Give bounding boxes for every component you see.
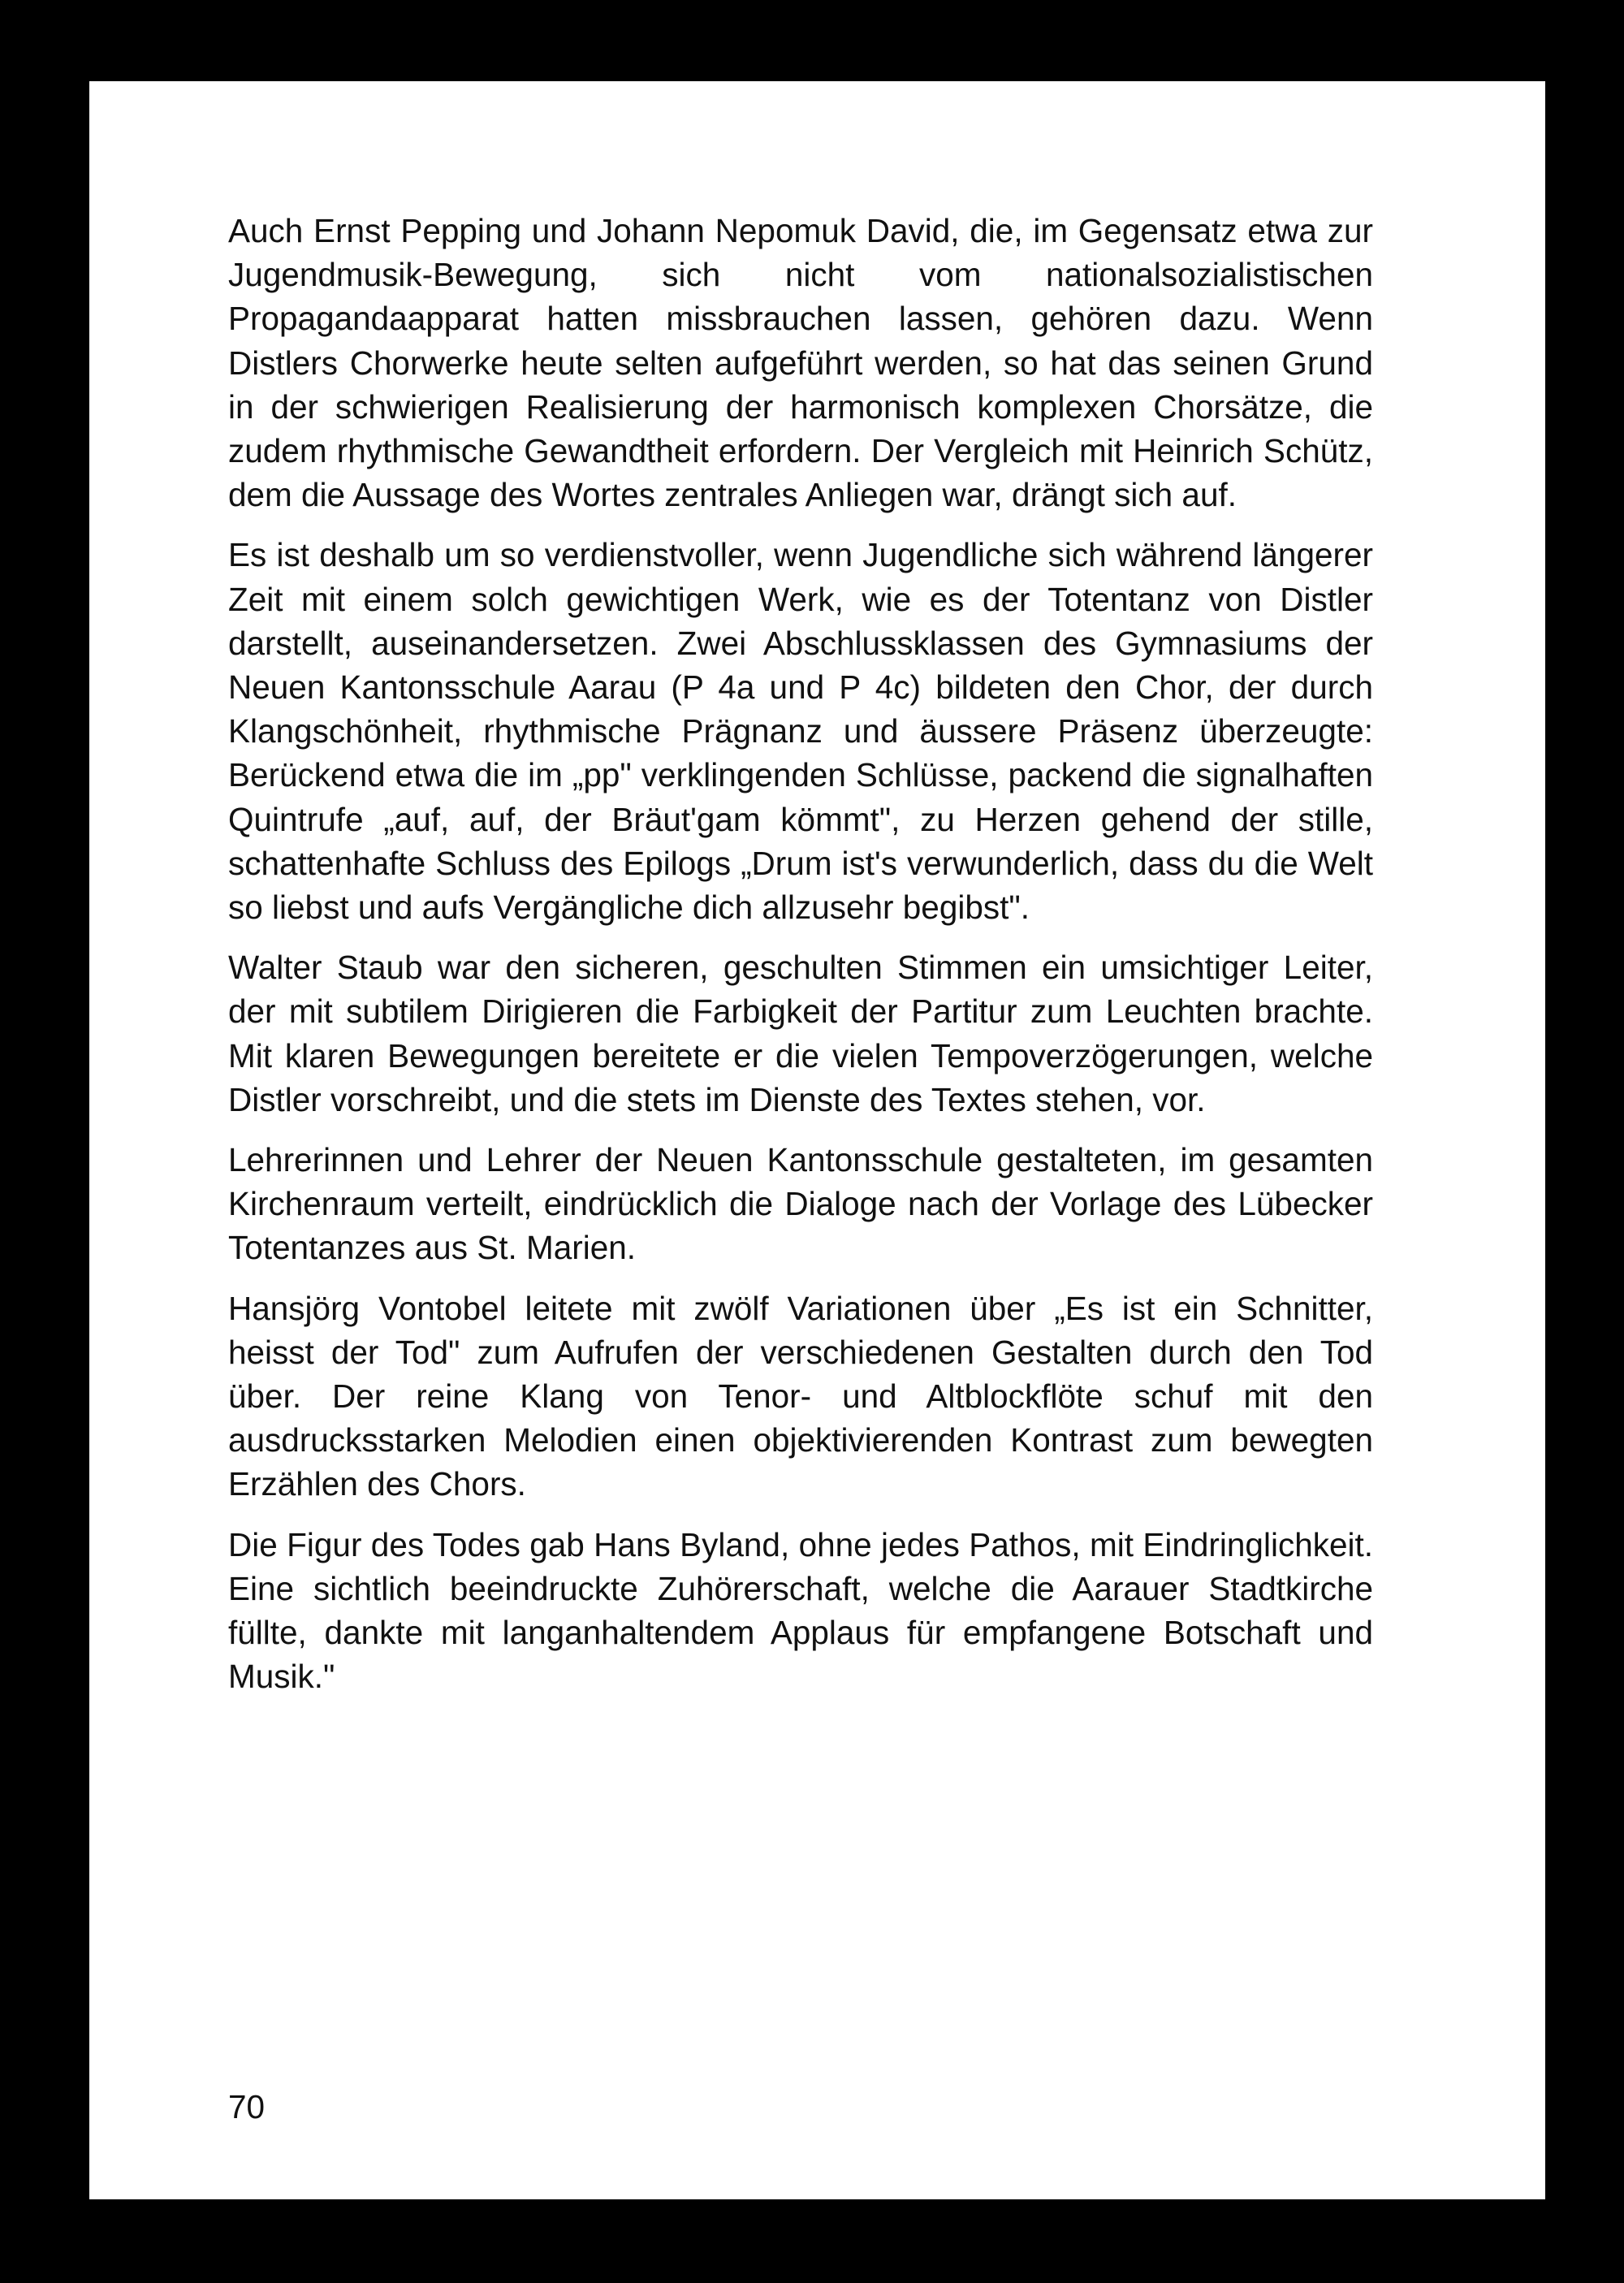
paragraph-6: Die Figur des Todes gab Hans Byland, ohne jedes Pathos, mit Eindringlichkeit. Eine sichtlich beeindruckte Zuhörerschaft, welche die Aarauer Stadtkirche füllte, dankte mit langanhaltendem Applaus für empfangene Botschaft und Musik." [228,1525,1373,1696]
paragraph-1: Auch Ernst Pepping und Johann Nepomuk David, die, im Gegensatz etwa zur Jugendmusik-Bewegung, sich nicht vom nationalsozialistischen Propagandaapparat hatten missbrauchen lassen, gehören dazu. Wenn Distlers Chorwerke heute selten aufgeführt werden, so hat das seinen Grund in der schwierigen Realisierung der harmonisch komplexen Chorsätze, die zudem rhythmische Gewandtheit erfordern. Der Vergleich mit Heinrich Schütz, dem die Aussage des Wortes zentrales Anliegen war, drängt sich auf. [228,212,1373,514]
paragraph-3: Walter Staub war den sicheren, geschulten Stimmen ein umsichtiger Leiter, der mit subtilem Dirigieren die Farbigkeit der Partitur zum Leuchten brachte. Mit klaren Bewegungen bereitete er die vielen Tempoverzögerungen, welche Distler vorschreibt, und die stets im Dienste des Textes stehen, vor. [228,949,1373,1118]
paragraph-2: Es ist deshalb um so verdienstvoller, wenn Jugendliche sich während längerer Zeit mit einem solch gewichtigen Werk, wie es der Totentanz von Distler darstellt, auseinandersetzen. Zwei Abschlussklassen des Gymnasiums der Neuen Kantonsschule Aarau (P 4a und P 4c) bildeten den Chor, der durch Klangschönheit, rhythmische Prägnanz und äussere Präsenz überzeugte: Berückend etwa die im „pp" verklingenden Schlüsse, packend die signalhaften Quintrufe „auf, auf, der Bräut'gam kömmt", zu Herzen gehend der stille, schattenhafte Schluss des Epilogs „Drum ist's verwunderlich, dass du die Welt so liebst und aufs Vergängliche dich allzusehr begibst". [228,536,1373,927]
page-number: 70 [228,2088,266,2125]
body-text [228,209,1373,1715]
paragraph-5: Hansjörg Vontobel leitete mit zwölf Variationen über „Es ist ein Schnitter, heisst der Tod" zum Aufrufen der verschiedenen Gestalten durch den Tod über. Der reine Klang von Tenor- und Altblockflöte schuf mit den ausdrucksstarken Melodien einen objektivierenden Kontrast zum bewegten Erzählen des Chors. [228,1289,1373,1503]
paragraph-4: Lehrerinnen und Lehrer der Neuen Kantonsschule gestalteten, im gesamten Kirchenraum verteilt, eindrücklich die Dialoge nach der Vorlage des Lübecker Totentanzes aus St. Marien. [228,1141,1373,1267]
document-page [89,81,1545,2199]
